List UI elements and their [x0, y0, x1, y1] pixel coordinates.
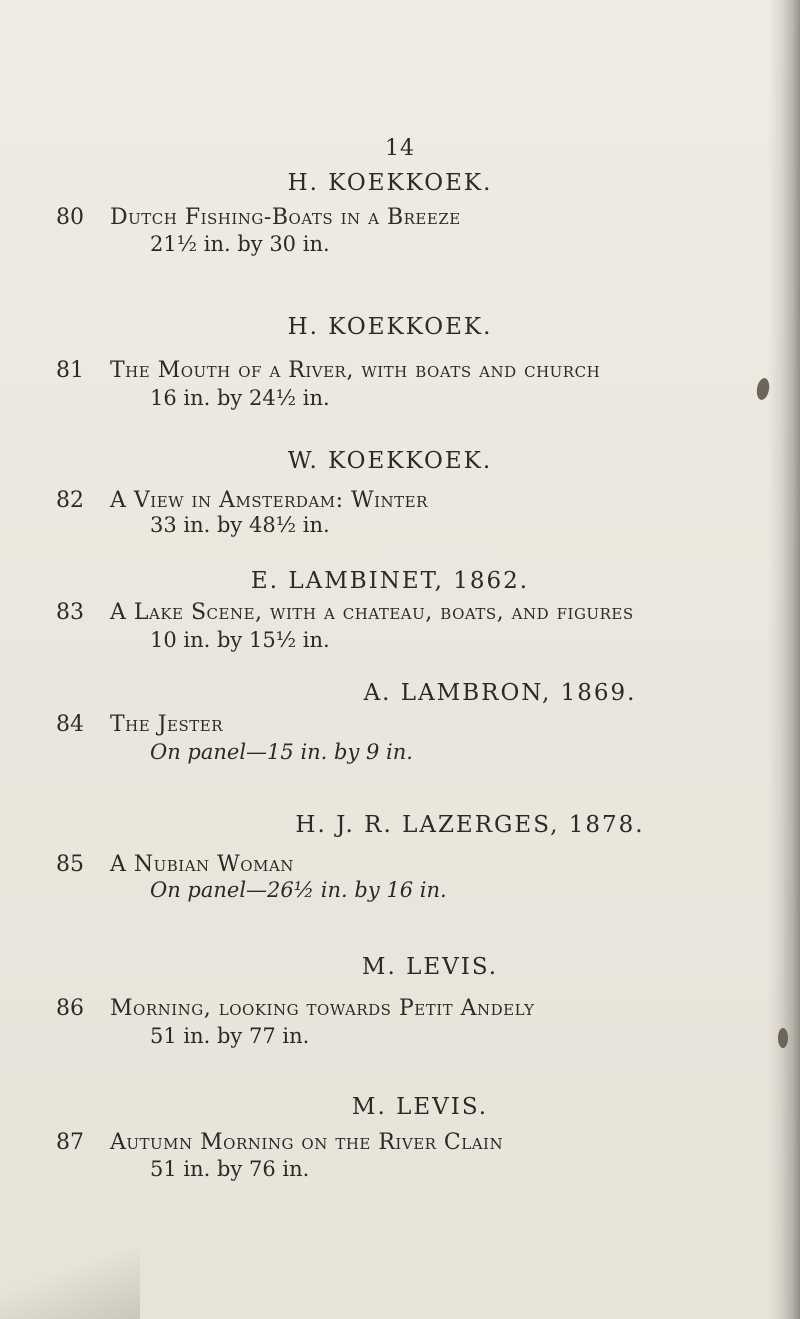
artist-name: H. J. R. LAZERGES, 1878. — [295, 812, 645, 838]
artwork-dimensions: On panel—15 in. by 9 in. — [150, 740, 413, 764]
artwork-dimensions: 33 in. by 48½ in. — [150, 513, 330, 537]
artist-name: W. KOEKKOEK. — [287, 448, 493, 474]
artist-name: M. LEVIS. — [351, 1094, 489, 1120]
artwork-title: The Jester — [110, 712, 223, 737]
ink-blot — [755, 377, 771, 401]
artwork-dimensions: 16 in. by 24½ in. — [150, 386, 330, 410]
artwork-dimensions: 21½ in. by 30 in. — [150, 232, 330, 256]
artwork-title: A Nubian Woman — [110, 852, 294, 877]
artist-name: H. KOEKKOEK. — [287, 314, 493, 340]
lot-number: 81 — [56, 358, 84, 383]
artwork-title: Morning, looking towards Petit Andely — [110, 996, 535, 1021]
artist-name: M. LEVIS. — [361, 954, 499, 980]
artwork-title: The Mouth of a River, with boats and church — [110, 358, 601, 383]
lot-number: 84 — [56, 712, 84, 737]
lot-number: 87 — [56, 1130, 84, 1155]
lot-number: 85 — [56, 852, 84, 877]
artist-name: H. KOEKKOEK. — [287, 170, 493, 196]
artwork-title: Dutch Fishing-Boats in a Breeze — [110, 205, 461, 230]
page-edge-shadow — [782, 0, 800, 1319]
lot-number: 83 — [56, 600, 84, 625]
ink-blot — [778, 1028, 788, 1048]
lot-number: 80 — [56, 205, 84, 230]
artwork-title: A View in Amsterdam: Winter — [110, 488, 428, 513]
artist-name: A. LAMBRON, 1869. — [363, 680, 637, 706]
artwork-dimensions: On panel—26½ in. by 16 in. — [150, 878, 447, 902]
artwork-title: Autumn Morning on the River Clain — [110, 1130, 504, 1155]
page-number: 14 — [385, 136, 415, 161]
artwork-dimensions: 51 in. by 76 in. — [150, 1157, 310, 1181]
page-corner-shadow — [0, 1239, 140, 1319]
artwork-dimensions: 10 in. by 15½ in. — [150, 628, 330, 652]
lot-number: 86 — [56, 996, 84, 1021]
artwork-title: A Lake Scene, with a chateau, boats, and figures — [110, 600, 634, 625]
artwork-dimensions: 51 in. by 77 in. — [150, 1024, 310, 1048]
artist-name: E. LAMBINET, 1862. — [250, 568, 530, 594]
lot-number: 82 — [56, 488, 84, 513]
